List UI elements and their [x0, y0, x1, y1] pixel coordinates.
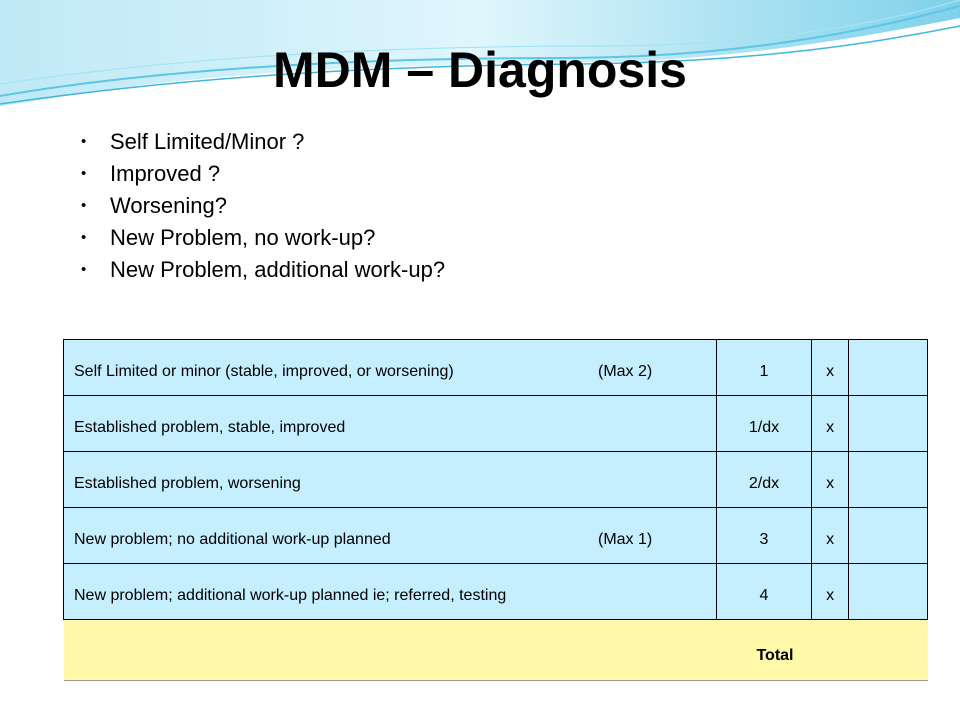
row-result-cell[interactable]: [849, 508, 928, 564]
row-multiplier: x: [812, 508, 849, 564]
row-max-note: (Max 2): [598, 362, 653, 380]
row-description-cell: [64, 508, 717, 564]
row-result-cell[interactable]: [849, 396, 928, 452]
row-description-cell: [64, 564, 717, 620]
table-row: [64, 452, 928, 508]
row-description: New problem; no additional work-up planned: [74, 530, 391, 548]
bullet-dot-icon: •: [81, 261, 87, 278]
row-points: 4: [716, 564, 811, 620]
row-points: 1/dx: [716, 396, 811, 452]
row-result-cell[interactable]: [849, 452, 928, 508]
bullet-text: Improved ?: [110, 161, 221, 186]
bullet-dot-icon: •: [81, 229, 87, 246]
row-description-cell: [64, 396, 717, 452]
table-row: [64, 396, 928, 452]
bullet-item: [80, 190, 445, 222]
bullet-list: [80, 126, 445, 286]
row-description: Self Limited or minor (stable, improved, or worsening): [74, 362, 454, 380]
bullet-dot-icon: •: [81, 165, 87, 182]
bullet-item: [80, 222, 445, 254]
bullet-item: [80, 254, 445, 286]
row-points: 2/dx: [716, 452, 811, 508]
bullet-dot-icon: •: [81, 133, 87, 150]
row-multiplier: x: [812, 396, 849, 452]
bullet-item: [80, 126, 445, 158]
bullet-dot-icon: •: [81, 197, 87, 214]
row-description: New problem; additional work-up planned ie; referred, testing: [74, 586, 507, 604]
row-max-note: (Max 1): [598, 530, 653, 548]
bullet-text: Worsening?: [110, 193, 227, 218]
row-result-cell[interactable]: [849, 564, 928, 620]
bullet-text: New Problem, additional work-up?: [110, 257, 446, 282]
table-row: [64, 564, 928, 620]
row-description: Established problem, worsening: [74, 474, 301, 492]
bullet-item: [80, 158, 445, 190]
row-points: 1: [716, 340, 811, 396]
row-result-cell[interactable]: [849, 340, 928, 396]
row-multiplier: x: [812, 452, 849, 508]
row-description: Established problem, stable, improved: [74, 418, 346, 436]
row-points: 3: [716, 508, 811, 564]
row-multiplier: x: [812, 564, 849, 620]
bullet-text: Self Limited/Minor ?: [110, 129, 305, 154]
bullet-text: New Problem, no work-up?: [110, 225, 376, 250]
total-row: [64, 620, 928, 681]
total-label: Total: [64, 620, 928, 681]
row-description-cell: [64, 340, 717, 396]
table-row: [64, 340, 928, 396]
diagnosis-points-table: [63, 339, 928, 681]
row-multiplier: x: [812, 340, 849, 396]
table-row: [64, 508, 928, 564]
slide-title: MDM – Diagnosis: [273, 42, 687, 98]
row-description-cell: [64, 452, 717, 508]
